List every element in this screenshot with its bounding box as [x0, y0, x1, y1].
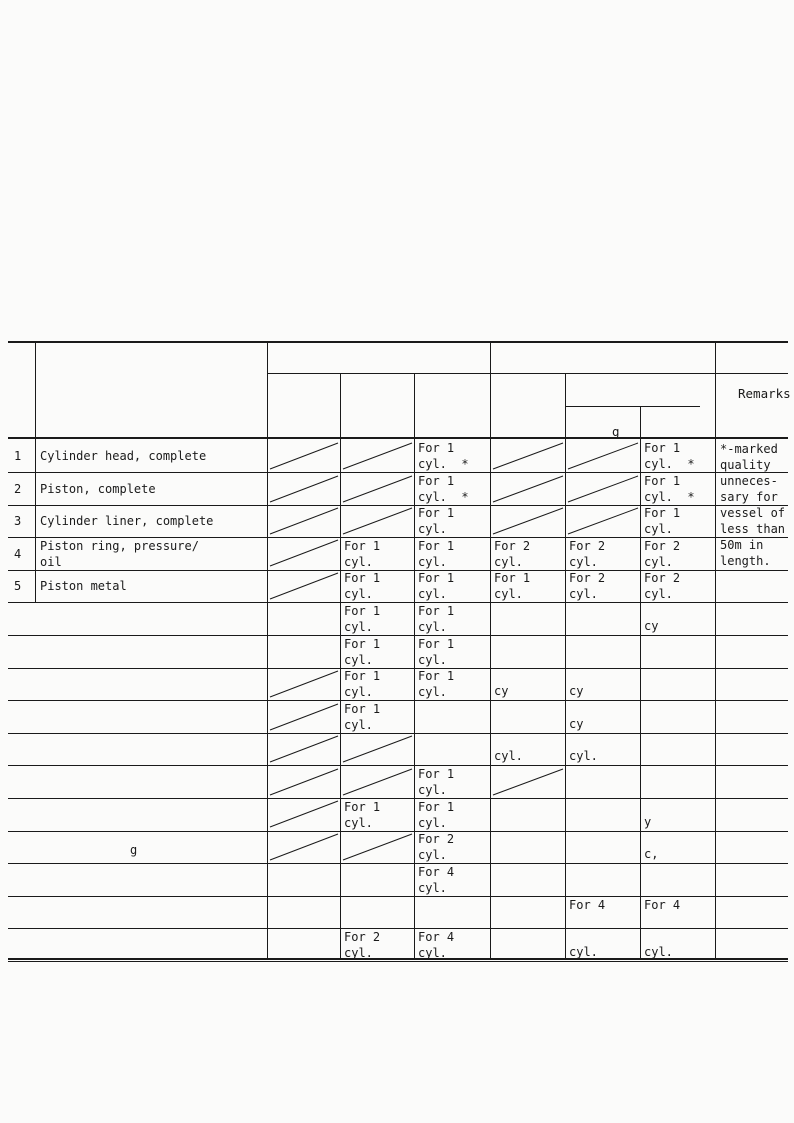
quantity-cell-c3: For 4 cyl. [418, 865, 455, 895]
quantity-cell-c3: For 1 cyl. [418, 637, 455, 667]
quantity-cell-c4: For 2 cyl. [494, 539, 531, 569]
quantity-cell-c2: For 1 cyl. [344, 571, 381, 601]
quantity-cell-c6: For 1 cyl. * [644, 474, 695, 504]
quantity-cell-c6: For 1 cyl. [644, 506, 681, 536]
quantity-cell-c2: For 1 cyl. [344, 702, 381, 732]
quantity-cell-c6: For 2 cyl. [644, 539, 681, 569]
quantity-cell-c4: cy [494, 684, 509, 698]
quantity-cell-c3: For 1 cyl. [418, 539, 455, 569]
quantity-cell-c6: For 2 cyl. [644, 571, 681, 601]
quantity-cell-name_frag: g [130, 843, 138, 857]
quantity-cell-c3: For 1 cyl. [418, 669, 455, 699]
quantity-cell-c3: For 1 cyl. [418, 571, 455, 601]
part-name: Piston metal [40, 579, 127, 593]
quantity-cell-c4: cyl. [494, 749, 523, 763]
quantity-cell-c3: For 1 cyl. [418, 604, 455, 634]
quantity-cell-c3: For 4 cyl. [418, 930, 455, 960]
sub-column-mark: g [612, 424, 620, 439]
quantity-cell-c2: For 1 cyl. [344, 669, 381, 699]
quantity-cell-c5: For 2 cyl. [569, 571, 606, 601]
row-number: 3 [14, 514, 22, 528]
quantity-cell-c3: For 1 cyl. [418, 506, 455, 536]
quantity-cell-c6: For 1 cyl. * [644, 441, 695, 471]
quantity-cell-c3: For 2 cyl. [418, 832, 455, 862]
row-number: 5 [14, 579, 22, 593]
quantity-cell-c5: cyl. [569, 945, 598, 959]
quantity-cell-c5: cyl. [569, 749, 598, 763]
quantity-cell-c2: For 2 cyl. [344, 930, 381, 960]
quantity-cell-c5: For 2 cyl. [569, 539, 606, 569]
quantity-cell-c6: For 4 [644, 898, 681, 912]
quantity-cell-c3: For 1 cyl. * [418, 474, 469, 504]
quantity-cell-c2: For 1 cyl. [344, 539, 381, 569]
quantity-cell-c2: For 1 cyl. [344, 604, 381, 634]
part-name: Piston ring, pressure/ oil [40, 539, 199, 569]
remarks-text: *-marked quality unneces- sary for vessel of less than 50m in length. [720, 442, 786, 568]
quantity-cell-c6: cy [644, 619, 659, 633]
quantity-cell-c6: cyl. [644, 945, 673, 959]
quantity-cell-c4: For 1 cyl. [494, 571, 531, 601]
remarks-header: Remarks [738, 386, 791, 401]
quantity-cell-c3: For 1 cyl. [418, 800, 455, 830]
quantity-cell-c2: For 1 cyl. [344, 637, 381, 667]
part-name: Piston, complete [40, 482, 156, 496]
quantity-cell-c6: y [644, 815, 652, 829]
row-number: 4 [14, 547, 22, 561]
part-name: Cylinder liner, complete [40, 514, 214, 528]
part-name: Cylinder head, complete [40, 449, 207, 463]
quantity-cell-c6: c, [644, 847, 659, 861]
quantity-cell-c3: For 1 cyl. [418, 767, 455, 797]
row-number: 1 [14, 449, 22, 463]
quantity-cell-c2: For 1 cyl. [344, 800, 381, 830]
quantity-cell-c5: cy [569, 717, 584, 731]
quantity-cell-c3: For 1 cyl. * [418, 441, 469, 471]
quantity-cell-c5: For 4 [569, 898, 606, 912]
quantity-cell-c5: cy [569, 684, 584, 698]
row-number: 2 [14, 482, 22, 496]
